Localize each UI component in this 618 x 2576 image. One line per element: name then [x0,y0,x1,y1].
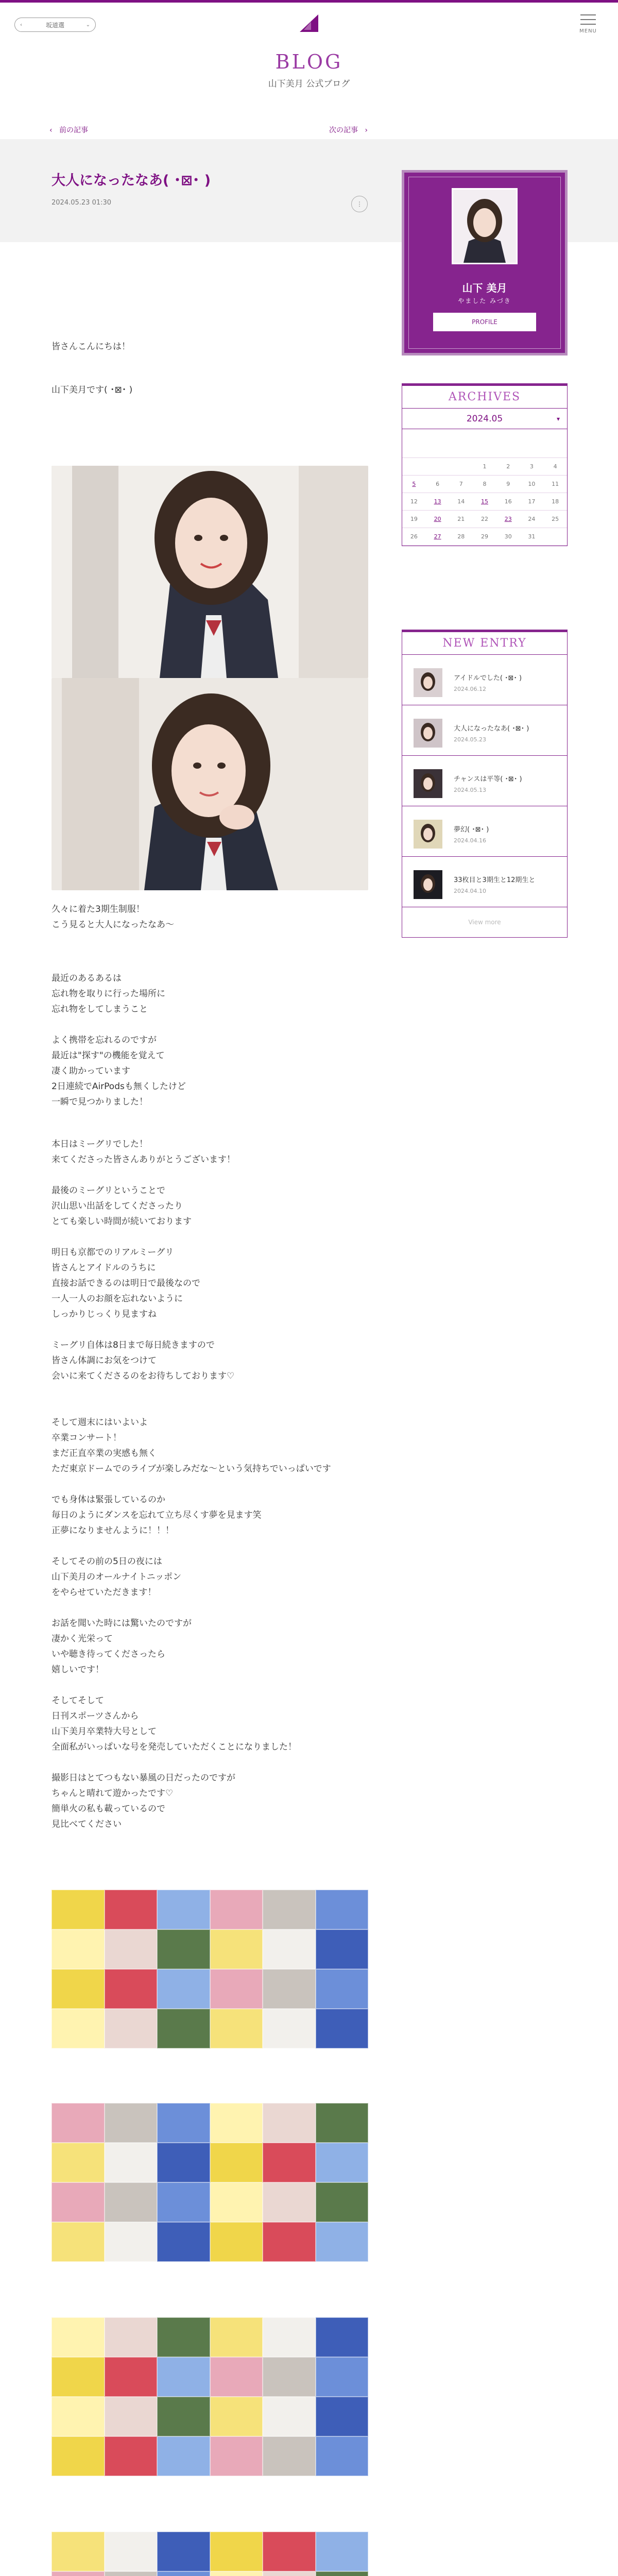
collage-tile [263,2317,316,2357]
collage-tile [210,2571,263,2576]
collage-tile [105,1969,158,2009]
collage-tile [105,2182,158,2222]
collage-tile [105,2222,158,2262]
collage-tile [316,2532,369,2571]
collage-tile [263,1890,316,1929]
collage-tile [105,2357,158,2397]
collage-tile [316,1929,369,1969]
entry-date: 2024.06.12 [454,686,486,692]
calendar-day[interactable]: 13 [426,493,450,511]
nogizaka-logo[interactable] [300,14,318,32]
collage-tile [157,1890,210,1929]
collage-tile [263,2182,316,2222]
calendar-day: 26 [402,528,426,546]
collage-tile [105,2571,158,2576]
collage-tile [210,2317,263,2357]
collage-tile [52,2436,105,2476]
collage-tile [316,2182,369,2222]
next-post-link[interactable]: 次の記事 › [329,126,368,134]
collage-tile [52,2317,105,2357]
new-entry-item[interactable] [402,655,567,705]
collage-tile [263,2009,316,2048]
entry-date: 2024.04.16 [454,837,486,844]
calendar-day: 24 [520,511,544,528]
calendar-day[interactable]: 15 [473,493,496,511]
collage-tile [210,2397,263,2436]
collage-tile [316,1969,369,2009]
collage-tile [263,2571,316,2576]
collage-tile [263,1969,316,2009]
new-entry-panel [402,630,568,938]
profile-kana: やました みづき [458,297,511,304]
menu-button[interactable] [577,14,599,37]
collage-tile [316,2317,369,2357]
entry-title: アイドルでした( ･⊠･ ) [454,674,522,682]
paragraph: 久々に着た3期生制服！ こう見ると大人になったなあ〜 [52,904,174,930]
site-select-label: 坂道選 [45,21,64,29]
collage-tile [157,2143,210,2182]
profile-name: 山下 美月 [462,282,507,294]
archive-calendar [402,458,567,546]
calendar-day: 22 [473,511,496,528]
collage-tile [105,2143,158,2182]
collage-tile [157,2436,210,2476]
collage-tile [210,2532,263,2571]
collage-tile [157,2182,210,2222]
paragraph: 最近のあるあるは 忘れ物を取りに行った場所に 忘れ物をしてしまうこと よく携帯を忘れるのですが 最近は"探す"の機能を覚えて 凄く助かっています 2日連続でAirPodsも無くしたけど 一瞬で見つかりました！ [52,973,186,1107]
new-entry-item[interactable] [402,806,567,857]
collage-tile [210,2182,263,2222]
paragraph: 山下美月です( ･⊠･ ) [52,385,133,395]
entry-title: チャンスは平等( ･⊠･ ) [454,775,522,783]
collage-tile [157,1929,210,1969]
new-entry-item[interactable] [402,756,567,806]
entry-date: 2024.05.23 [454,736,486,743]
chevron-down-icon: ▾ [556,415,560,422]
entry-title: 33枚目と3期生と12期生と [454,876,536,884]
calendar-day: 17 [520,493,544,511]
calendar-day: 9 [496,476,520,493]
calendar-day: 10 [520,476,544,493]
entry-date: 2024.05.13 [454,787,486,793]
chevron-down-icon: ⌄ [85,22,90,28]
collage-tile [263,2103,316,2143]
calendar-day: 31 [520,528,544,546]
collage-tile [157,2397,210,2436]
collage-tile [52,1929,105,1969]
new-entry-item[interactable] [402,857,567,907]
top-accent-bar [0,0,618,3]
collage-tile [52,2397,105,2436]
collage-tile [105,2397,158,2436]
collage-tile [105,2436,158,2476]
flower-collage [52,2532,368,2576]
new-entry-item[interactable] [402,705,567,756]
calendar-day: 14 [449,493,473,511]
calendar-day [402,458,426,476]
collage-tile [105,2009,158,2048]
collage-tile [52,2182,105,2222]
calendar-day: 2 [496,458,520,476]
avatar [452,188,518,264]
collage-tile [210,1890,263,1929]
paragraph: 本日はミーグリでした！ 来てくださった皆さんありがとうございます！ 最後のミーグリということで 沢山思い出話をしてくださったり とても楽しい時間が続いております 明日も京都でのリアルミーグリ 皆さんとアイドルのうちに 直接お話できるのは明日で最後なので 一人一人のお顔を忘れないように しっかりじっくり見ますね ミーグリ自体は8日まで毎日続きますので 皆さん体調にお気をつけて 会いに来てくださるのをお待ちしております♡ [52,1139,235,1381]
collage-tile [52,2009,105,2048]
collage-tile [52,1890,105,1929]
view-more-link[interactable]: View more [468,919,501,926]
collage-tile [263,2436,316,2476]
calendar-day: 12 [402,493,426,511]
prev-post-link[interactable]: ‹ 前の記事 [49,126,88,134]
collage-tile [210,1969,263,2009]
collage-tile [157,2009,210,2048]
calendar-day: 25 [543,511,567,528]
collage-tile [157,2222,210,2262]
collage-tile [210,2222,263,2262]
collage-tile [52,2143,105,2182]
paragraph: 皆さんこんにちは！ [52,342,130,352]
new-entry-heading: NEW ENTRY [402,630,567,655]
collage-tile [316,2222,369,2262]
calendar-day: 16 [496,493,520,511]
calendar-day: 3 [520,458,544,476]
paragraph: そして週末にはいよいよ 卒業コンサート！ まだ正直卒業の実感も無く ただ東京ドームでのライブが楽しみだな〜という気持ちでいっぱいです でも身体は緊張しているのか 毎日のようにダンスを忘れて立ち尽くす夢を見ます笑 正夢になりませんように！！！ そしてその前の5日の夜には 山下美月のオールナイトニッポン をやらせていただきます！ お話を聞いた時には驚いたのですが 凄かく光栄って いや聴き待ってくださったら 嬉しいです！ そしてそして 日刊スポーツさんから 山下美月卒業特大号として 全面私がいっぱいな号を発売していただくことになりました！ 撮影日はとてつもない暴風の日だったのですが ちゃんと晴れて遊かったです♡ 簡単火の私も載っているので 見比べてください [52,1417,331,1829]
collage-tile [52,2222,105,2262]
profile-button[interactable]: PROFILE [433,313,536,331]
archives-heading: ARCHIVES [402,384,567,409]
collage-tile [52,2532,105,2571]
entry-title: 夢幻( ･⊠･ ) [454,826,489,834]
collage-tile [157,2532,210,2571]
collage-tile [263,2357,316,2397]
collage-tile [157,1969,210,2009]
calendar-day: 1 [473,458,496,476]
calendar-day: 4 [543,458,567,476]
collage-tile [210,2436,263,2476]
collage-tile [52,1969,105,2009]
collage-tile [316,2357,369,2397]
share-icon[interactable]: ⋮ [351,196,368,212]
collage-tile [157,2317,210,2357]
collage-tile [316,2009,369,2048]
collage-tile [52,2357,105,2397]
collage-tile [105,2317,158,2357]
collage-tile [316,2436,369,2476]
collage-tile [316,2571,369,2576]
calendar-day: 6 [426,476,450,493]
archive-month-select[interactable] [402,409,567,429]
post-date: 2024.05.23 01:30 [52,199,112,207]
flower-collage [52,1890,368,2048]
calendar-day [543,528,567,546]
chevron-left-icon: ‹ [20,22,22,28]
collage-tile [157,2357,210,2397]
post-title: 大人になったなあ( ･⊠･ ) [52,173,211,189]
profile-card [402,170,568,355]
selfie-photo [52,466,368,678]
entry-date: 2024.04.10 [454,888,486,894]
menu-label: MENU [579,28,597,34]
blog-subtitle: 山下美月 公式ブログ [268,79,350,89]
collage-tile [157,2103,210,2143]
calendar-day[interactable]: 23 [496,511,520,528]
collage-tile [105,2532,158,2571]
collage-tile [210,2143,263,2182]
calendar-day: 18 [543,493,567,511]
collage-tile [263,2397,316,2436]
calendar-day: 11 [543,476,567,493]
collage-tile [316,2143,369,2182]
selfie-photo [52,678,368,890]
calendar-day[interactable]: 27 [426,528,450,546]
collage-tile [210,2009,263,2048]
entry-thumbnail [414,668,442,697]
blog-title: BLOG [275,50,343,73]
collage-tile [263,2222,316,2262]
flower-collage [52,2317,368,2476]
flower-collage [52,2103,368,2262]
entry-thumbnail [414,769,442,798]
calendar-day [449,458,473,476]
collage-tile [105,1890,158,1929]
archive-month: 2024.05 [466,413,503,424]
calendar-day: 28 [449,528,473,546]
collage-tile [52,2103,105,2143]
collage-tile [316,1890,369,1929]
calendar-day[interactable]: 20 [426,511,450,528]
collage-tile [52,2571,105,2576]
collage-tile [263,2143,316,2182]
entry-thumbnail [414,820,442,849]
archives-panel [402,383,568,546]
collage-tile [316,2103,369,2143]
collage-tile [210,2103,263,2143]
calendar-day [426,458,450,476]
collage-tile [210,2357,263,2397]
collage-tile [263,1929,316,1969]
calendar-day: 30 [496,528,520,546]
collage-tile [105,1929,158,1969]
entry-title: 大人になったなあ( ･⊠･ ) [454,725,529,733]
site-select-dropdown[interactable] [14,18,96,32]
collage-tile [157,2571,210,2576]
calendar-day: 19 [402,511,426,528]
calendar-day: 8 [473,476,496,493]
calendar-day: 21 [449,511,473,528]
collage-tile [105,2103,158,2143]
collage-tile [263,2532,316,2571]
entry-thumbnail [414,719,442,748]
calendar-day[interactable]: 5 [402,476,426,493]
calendar-day: 29 [473,528,496,546]
entry-thumbnail [414,870,442,899]
collage-tile [210,1929,263,1969]
collage-tile [316,2397,369,2436]
calendar-day: 7 [449,476,473,493]
